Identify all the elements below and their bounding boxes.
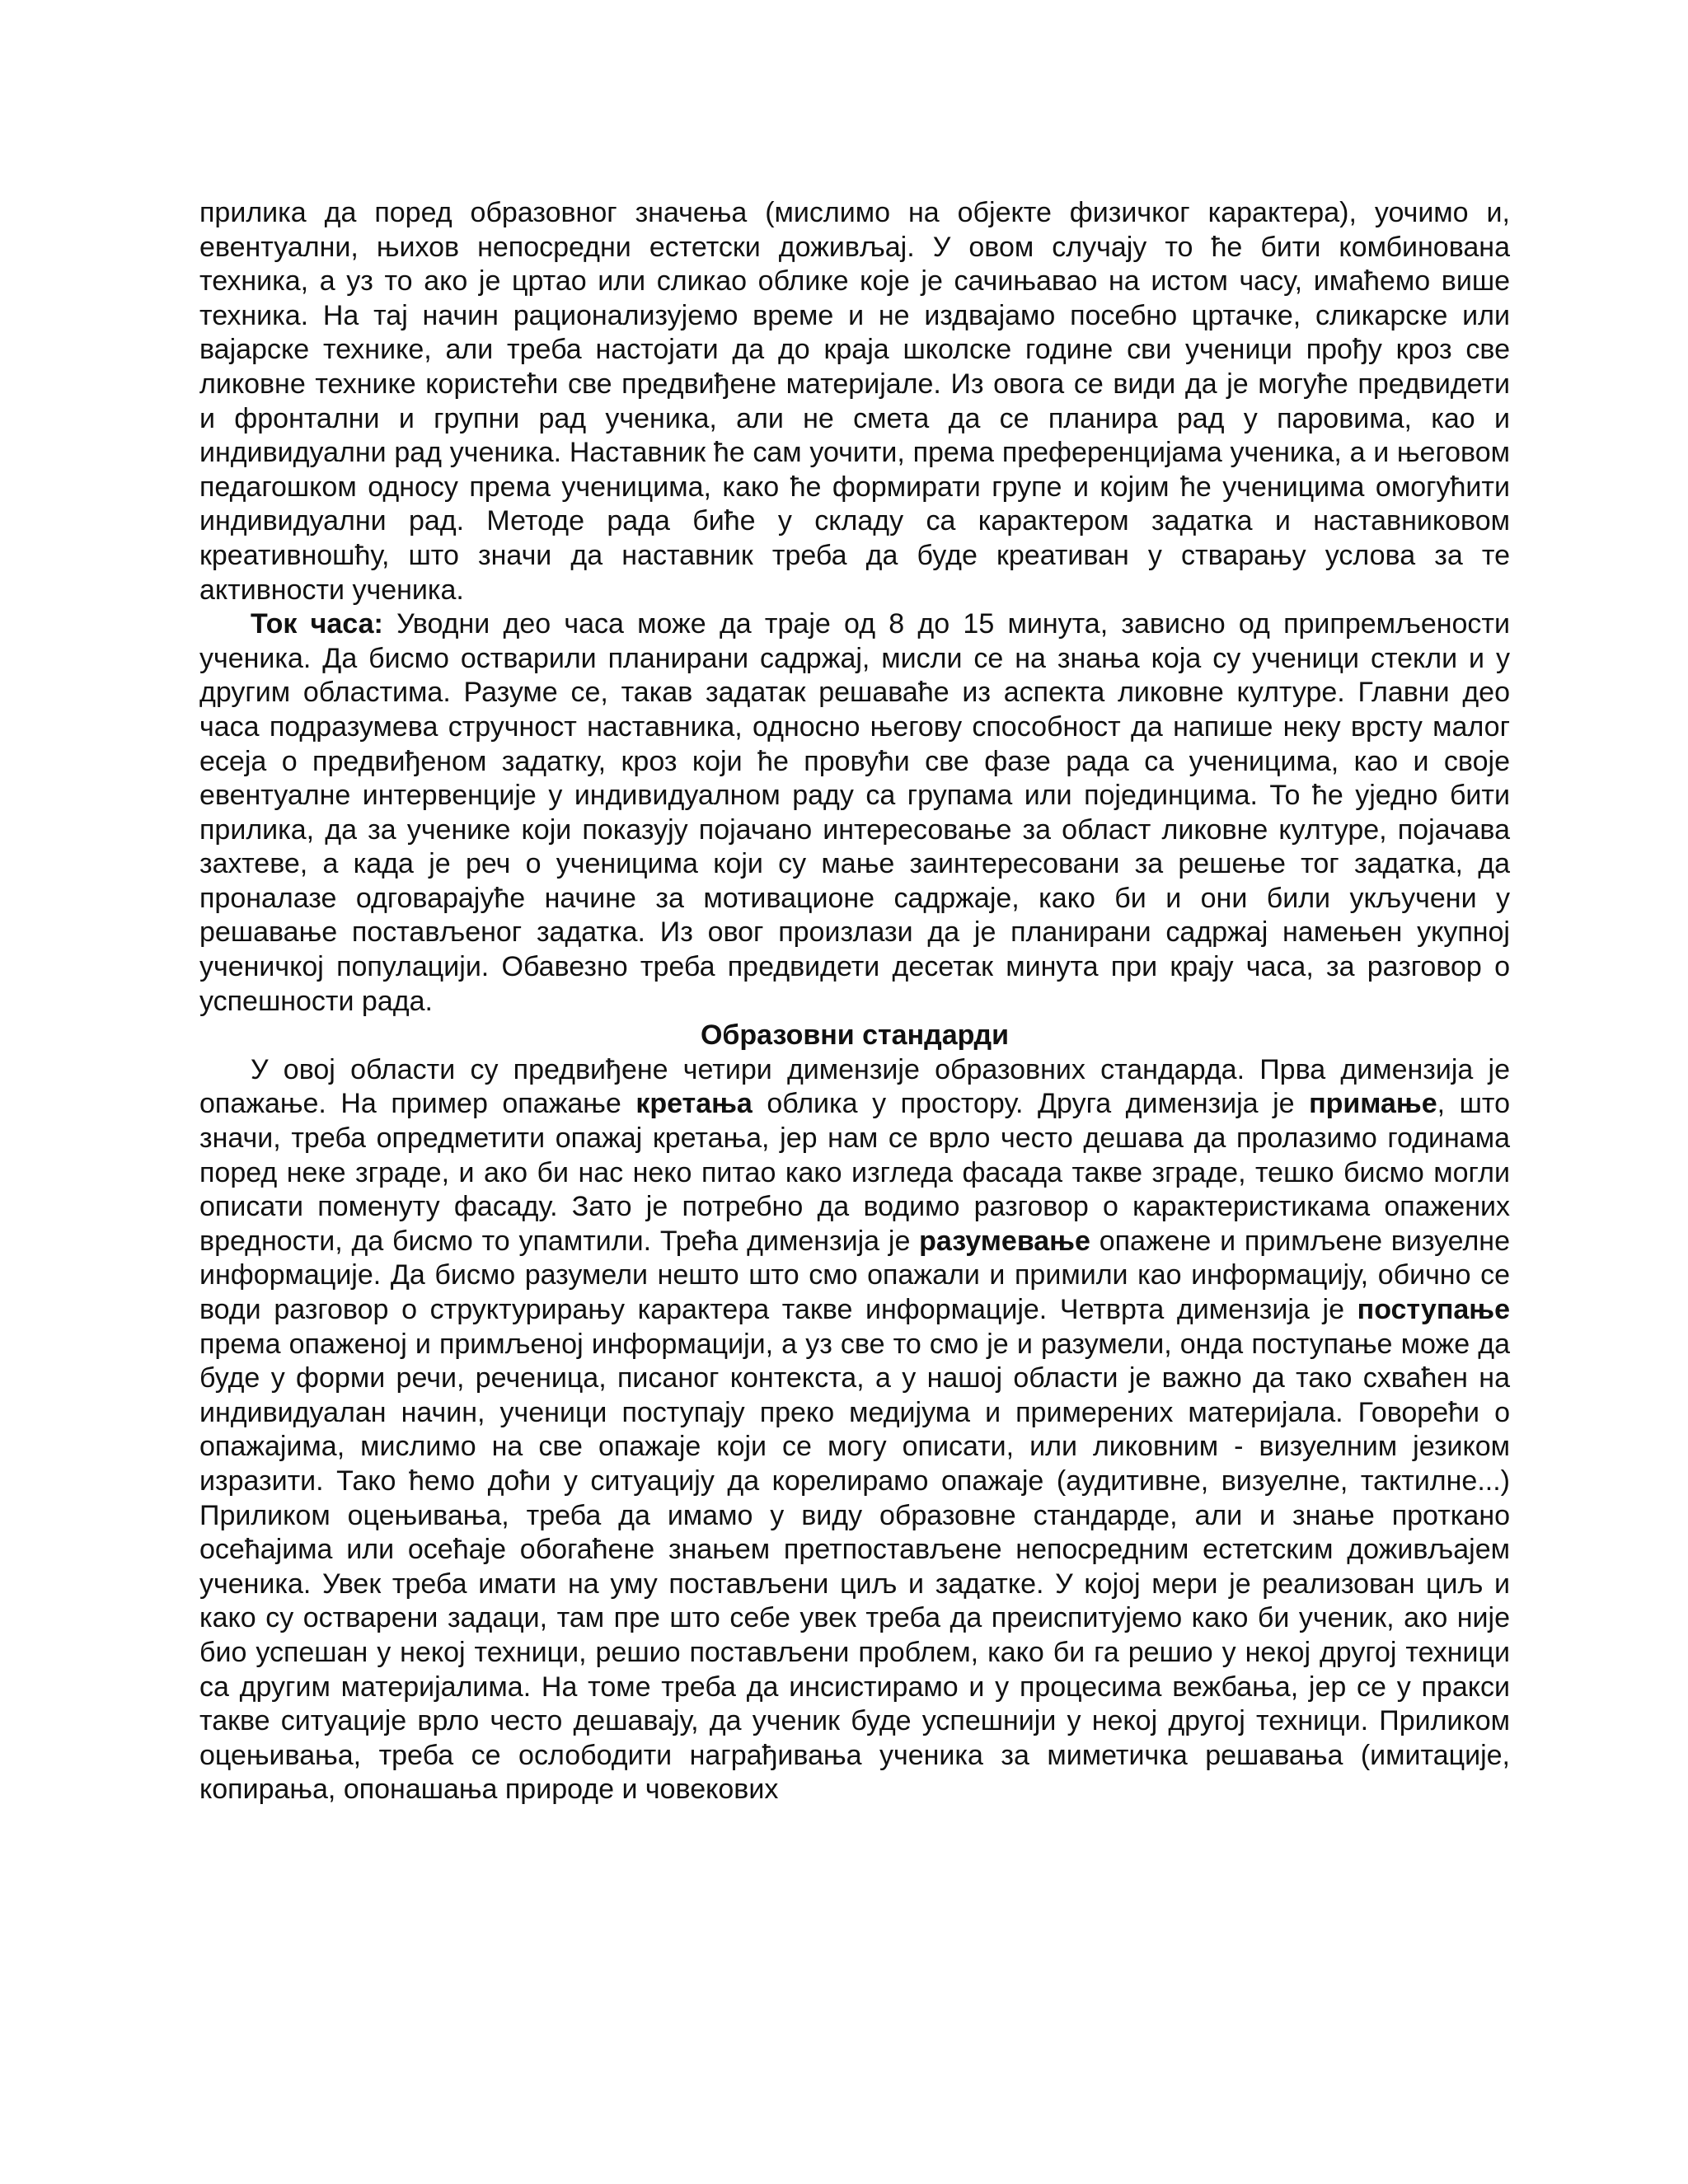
bold-term-understanding: разумевање (919, 1225, 1090, 1257)
paragraph-3-text-4: опажене и примљене визуелне информације. Да бисмо разумели нешто што смо опажали и примили као информацију, обично се води разговор о структурирању карактера такве информације. Четврта димензија је (199, 1225, 1510, 1325)
bold-term-acting: поступање (1357, 1294, 1510, 1325)
document-page (199, 196, 1510, 1807)
paragraph-1: прилика да поред образовног значења (мислимо на објекте физичког карактера), уочимо и, евентуални, њихов непосредни естетски доживљај. У овом случају то ће бити комбинована техника, а уз то ако је цртао или сликао облике које је сачињавао на истом часу, имаћемо више техника. На тај начин рационализујемо време и не издвајамо посебно цртачке, сликарске или вајарске технике, али треба настојати да до краја школске године сви ученици прођу кроз све ликовне технике користећи све предвиђене материјале. Из овога се види да је могуће предвидети и фронтални и групни рад ученика, али не смета да се планира рад у паровима, као и индивидуални рад ученика. Наставник ће сам уочити, према преференцијама ученика, а и његовом педагошком односу према ученицима, како ће формирати групе и којим ће ученицима омогућити индивидуални рад. Методе рада биће у складу са карактером задатка и наставниковом креативношћу, што значи да наставник треба да буде креативан у стварању услова за те активности ученика. (199, 197, 1510, 606)
paragraph-2 (199, 607, 1510, 1019)
paragraph-3-text-2: облика у простору. Друга димензија је (752, 1088, 1310, 1120)
bold-term-motion: кретања (635, 1088, 753, 1120)
paragraph-3-text-3: , што значи, треба опредметити опажај кретања, јер нам се врло често дешава да пролазимо годинама поред неке зграде, и ако би нас неко питао како изгледа фасада такве зграде, тешко бисмо могли описати поменуту фасаду. Зато је потребно да водимо разговор о карактеристикама опажених вредности, да бисмо то упамтили. Трећа димензија је (199, 1088, 1510, 1257)
bold-term-reception: примање (1309, 1088, 1437, 1120)
paragraph-3 (199, 1053, 1510, 1807)
lesson-flow-label: Ток часа: (251, 608, 383, 640)
paragraph-3-text-1: У овој области су предвиђене четири димензије образовних стандарда. Прва димензија је опажање. На пример опажање (199, 1053, 1510, 1120)
paragraph-3-text-5: према опаженој и примљеној информацији, а уз све то смо је и разумели, онда поступање може да буде у форми речи, реченица, писаног контекста, а у нашој области је важно да тако схваћен на индивидуалан начин, ученици поступају преко медијума и примерених материјала. Говорећи о опажајима, мислимо на све опажаје који се могу описати, или ликовним - визуелним језиком изразити. Тако ћемо доћи у ситуацију да корелирамо опажаје (аудитивне, визуелне, тактилне...) Приликом оцењивања, треба да имамо у виду образовне стандарде, али и знање проткано осећајима или осећаје обогаћене знањем претпостављене непосредним естетским доживљајем ученика. Увек треба имати на уму постављени циљ и задатке. У којој мери је реализован циљ и како су остварени задаци, там пре што себе увек треба да преиспитујемо како би ученик, ако није био успешан у некој техници, решио постављени проблем, како би га решио у некој другој техници са другим материјалима. На томе треба да инсистирамо и у процесима вежбања, јер се у пракси такве ситуације врло често дешавају, да ученик буде успешнији у некој другој техници. Приликом оцењивања, треба се ослободити награђивања ученика за миметичка решавања (имитације, копирања, опонашања природе и човекових (199, 1328, 1510, 1806)
section-heading: Образовни стандарди (700, 1019, 1010, 1052)
paragraph-2-text: Уводни део часа може да траје од 8 до 15 минута, зависно од припремљености ученика. Да бисмо остварили планирани садржај, мисли се на знања која су ученици стекли и у другим областима. Разуме се, такав задатак решаваће из аспекта ликовне културе. Главни део часа подразумева стручност наставника, односно његову способност да напише неку врсту малог есеја о предвиђеном задатку, кроз који ће провући све фазе рада са ученицима, као и своје евентуалне интервенције у индивидуалном раду са групама или појединцима. То ће уједно бити прилика, да за ученике који показују појачано интересовање за област ликовне културе, појачава захтеве, а када је реч о ученицима који су мање заинтересовани за решење тог задатка, да проналазе одговарајуће начине за мотивационе садржаје, како би и они били укључени у решавање постављеног задатка. Из овог произлази да је планирани садржај намењен укупној ученичкој популацији. Обавезно треба предвидети десетак минута при крају часа, за разговор о успешности рада. (199, 608, 1511, 1017)
